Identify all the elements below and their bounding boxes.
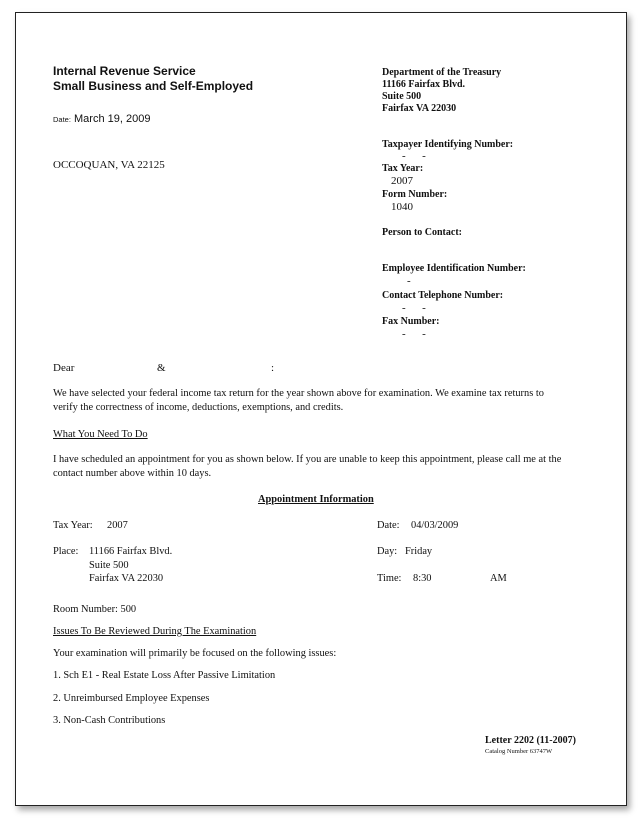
appt-date-label: Date: — [377, 520, 400, 531]
appointment-paragraph: I have scheduled an appointment for you as shown below. If you are unable to keep this appointment, please call me at the contact number above within 10 days. — [53, 454, 562, 479]
salutation-colon: : — [271, 362, 275, 374]
letter-date — [53, 113, 150, 125]
form-number-value: 1040 — [391, 201, 413, 213]
tax-year-value: 2007 — [391, 175, 413, 187]
salutation-ampersand: & — [157, 362, 166, 374]
taxpayer-id-value: - - — [402, 150, 426, 162]
appt-day-label: Day: — [377, 546, 398, 557]
issue-item: 3. Non-Cash Contributions — [53, 715, 166, 726]
employee-id-label: Employee Identification Number: — [382, 263, 526, 274]
appt-place-line3: Fairfax VA 22030 — [89, 573, 164, 584]
appt-tax-year-label: Tax Year: — [53, 520, 93, 531]
department-street: 11166 Fairfax Blvd. — [382, 79, 466, 90]
selection-paragraph: We have selected your federal income tax return for the year shown above for examination. We examine tax returns to verify the correctness of income, deductions, exemptions, and credits. — [53, 388, 544, 413]
appt-place-line2: Suite 500 — [89, 560, 129, 571]
room-number: Room Number: 500 — [53, 604, 137, 615]
issues-intro: Your examination will primarily be focused on the following issues: — [53, 648, 337, 659]
issues-heading: Issues To Be Reviewed During The Examination — [53, 626, 257, 637]
appt-place-line1: 11166 Fairfax Blvd. — [89, 546, 173, 557]
department-name: Department of the Treasury — [382, 67, 502, 78]
salutation-dear: Dear — [53, 362, 75, 374]
date-value: March 19, 2009 — [74, 113, 151, 125]
recipient-city-line: OCCOQUAN, VA 22125 — [53, 159, 165, 171]
contact-phone-value: - - — [402, 302, 426, 314]
form-number-label: Form Number: — [382, 189, 448, 200]
department-suite: Suite 500 — [382, 91, 422, 102]
department-city: Fairfax VA 22030 — [382, 103, 457, 114]
agency-name: Internal Revenue Service — [53, 64, 196, 78]
appt-time-ampm: AM — [490, 573, 507, 584]
employee-id-value: - — [407, 275, 411, 287]
contact-phone-label: Contact Telephone Number: — [382, 290, 504, 301]
appt-date-value: 04/03/2009 — [411, 520, 459, 531]
appt-place-label: Place: — [53, 546, 79, 557]
appt-time-value: 8:30 — [413, 573, 432, 584]
agency-division: Small Business and Self-Employed — [53, 79, 254, 93]
fax-value: - - — [402, 328, 426, 340]
tax-year-label: Tax Year: — [382, 163, 424, 174]
appt-day-value: Friday — [405, 546, 433, 557]
taxpayer-id-label: Taxpayer Identifying Number: — [382, 139, 514, 150]
person-to-contact-label: Person to Contact: — [382, 227, 462, 238]
appointment-heading: Appointment Information — [258, 494, 374, 505]
catalog-number: Catalog Number 63747W — [485, 748, 553, 755]
date-label: Date: — [53, 115, 71, 124]
appt-tax-year-value: 2007 — [107, 520, 128, 531]
letter-number: Letter 2202 (11-2007) — [485, 735, 576, 746]
letter-page — [15, 12, 627, 806]
appt-time-label: Time: — [377, 573, 402, 584]
issue-item: 2. Unreimbursed Employee Expenses — [53, 693, 210, 704]
what-you-need-heading: What You Need To Do — [53, 429, 148, 440]
fax-label: Fax Number: — [382, 316, 440, 327]
issue-item: 1. Sch E1 - Real Estate Loss After Passive Limitation — [53, 670, 276, 681]
